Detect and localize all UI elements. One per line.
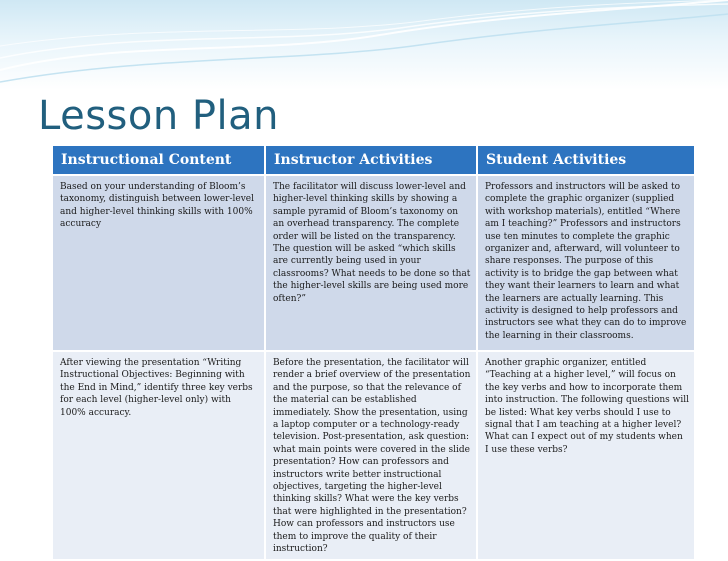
table-header-row — [53, 146, 694, 175]
decorative-wave-lines — [0, 0, 728, 95]
cell-instructor-activities: The facilitator will discuss lower-level and higher-level thinking skills by showing a sample pyramid of Bloom’s taxonomy on an overhead transparency. The complete order will be listed on the transparency. The question will be asked “which skills are currently being used in your classrooms? What needs to be done so that the higher-level skills are being used more often?” — [265, 175, 477, 351]
cell-instructional-content: Based on your understanding of Bloom’s taxonomy, distinguish between lower-level and higher-level thinking skills with 100% accuracy — [53, 175, 265, 351]
header-student-activities: Student Activities — [477, 146, 694, 175]
table-row — [53, 175, 694, 351]
lesson-plan-table — [53, 146, 694, 561]
cell-instructor-activities: Before the presentation, the facilitator will render a brief overview of the presentation and the purpose, so that the relevance of the material can be established immediately. Show the presentation, using a laptop computer or a technology-ready television. Post-presentation, ask question: what main points were covered in the slide presentation? How can professors and instructors write better instructional objectives, targeting the higher-level thinking skills? What were the key verbs that were highlighted in the presentation? How can professors and instructors use them to improve the quality of their instruction? — [265, 351, 477, 560]
cell-student-activities: Professors and instructors will be asked to complete the graphic organizer (supplied with workshop materials), entitled “Where am I teaching?” Professors and instructors use ten minutes to complete the graphic organizer and, afterward, will volunteer to share responses. The purpose of this activity is to bridge the gap between what they want their learners to learn and what the learners are actually learning. This activity is designed to help professors and instructors see what they can do to improve the learning in their classrooms. — [477, 175, 694, 351]
slide-title: Lesson Plan — [38, 93, 280, 139]
table-row — [53, 351, 694, 560]
cell-instructional-content: After viewing the presentation “Writing Instructional Objectives: Beginning with the End in Mind,” identify three key verbs for each level (higher-level only) with 100% accuracy. — [53, 351, 265, 560]
cell-student-activities: Another graphic organizer, entitled “Teaching at a higher level,” will focus on the key verbs and how to incorporate them into instruction. The following questions will be listed: What key verbs should I use to signal that I am teaching at a higher level? What can I expect out of my students when I use these verbs? — [477, 351, 694, 560]
header-instructional-content: Instructional Content — [53, 146, 265, 175]
header-instructor-activities: Instructor Activities — [265, 146, 477, 175]
